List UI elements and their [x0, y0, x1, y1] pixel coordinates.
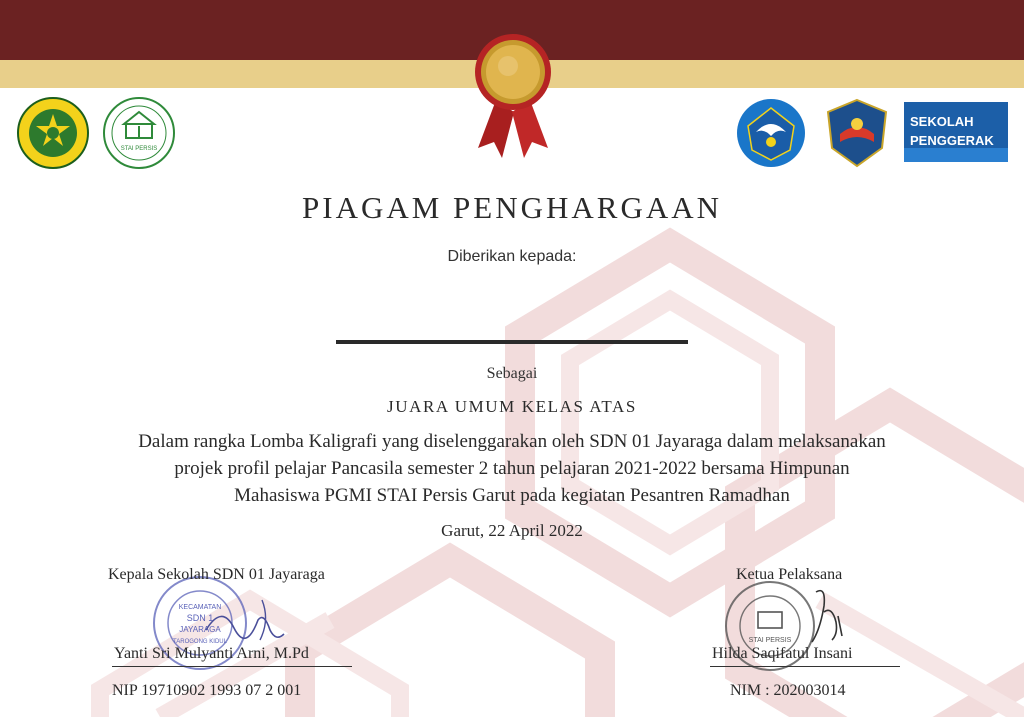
description-line: Dalam rangka Lomba Kaligrafi yang diselenggarakan oleh SDN 01 Jayaraga dalam melaksanakan — [138, 431, 886, 452]
left-signature-line — [112, 666, 352, 667]
stamp-district: TAROGONG KIDUL — [173, 639, 227, 645]
given-to-label: Diberikan kepada: — [447, 248, 577, 265]
description-line: Mahasiswa PGMI STAI Persis Garut pada kegiatan Pesantren Ramadhan — [234, 485, 790, 506]
as-label: Sebagai — [486, 365, 538, 382]
description — [40, 428, 984, 509]
left-signer-id: NIP 19710902 1993 07 2 001 — [112, 682, 302, 699]
description-line: projek profil pelajar Pancasila semester 2 tahun pelajaran 2021-2022 bersama Himpunan — [174, 458, 850, 479]
right-signature-line — [710, 666, 900, 667]
left-signature-icon — [200, 590, 290, 650]
sekolah-penggerak-logo-icon — [904, 102, 1008, 162]
left-signer-name: Yanti Sri Mulyanti Arni, M.Pd — [114, 645, 309, 662]
right-signer-id: NIM : 202003014 — [730, 682, 846, 699]
svg-text:SEKOLAH: SEKOLAH — [910, 114, 974, 129]
stamp-name: JAYARAGA — [179, 625, 221, 634]
stamp-school: SDN 1 — [186, 613, 214, 623]
certificate-date: Garut, 22 April 2022 — [441, 521, 583, 540]
school-emblem-logo-icon — [820, 96, 894, 170]
svg-text:PENGGERAK: PENGGERAK — [910, 133, 994, 148]
left-signer-title: Kepala Sekolah SDN 01 Jayaraga — [108, 566, 325, 583]
prodi-pgmi-logo-icon — [16, 96, 90, 170]
right-signature-icon — [796, 582, 856, 652]
tut-wuri-handayani-logo-icon — [734, 96, 808, 170]
hmpgmi-logo-icon — [102, 96, 176, 170]
medal-ribbon-icon — [468, 30, 558, 165]
certificate-title: PIAGAM PENGHARGAAN — [302, 190, 722, 225]
right-signer-title: Ketua Pelaksana — [736, 566, 843, 583]
award-title: JUARA UMUM KELAS ATAS — [387, 397, 637, 416]
right-signer-name: Hilda Saqifatul Insani — [712, 645, 853, 662]
recipient-name-line — [336, 340, 688, 344]
stamp-text: KECAMATAN — [178, 604, 222, 611]
stamp-text: STAI PERSIS — [748, 637, 792, 644]
svg-text:STAI PERSIS: STAI PERSIS — [120, 146, 158, 152]
